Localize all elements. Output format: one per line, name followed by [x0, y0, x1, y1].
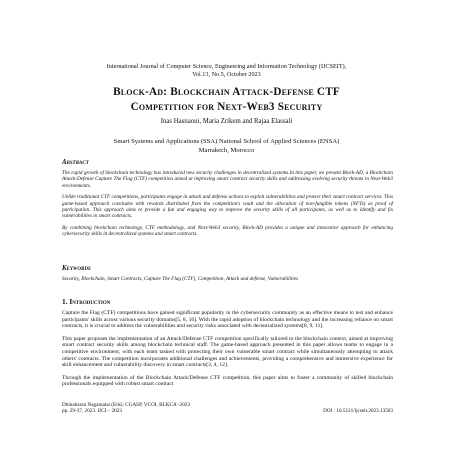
title-line-2: Competition for Next-Web3 Security — [130, 101, 323, 113]
keywords-heading: Keywords — [62, 265, 91, 272]
footer-doi: DOI : 10.5121/ijcseit.2023.13503 — [323, 408, 393, 414]
abstract-paragraph-1: The rapid growth of blockchain technology has introduced new security challenges in decentralized systems.In this paper, we present Block-AD, a Blockchain Attack-Defense Capture The Flag (CTF) competition aimed at improving smart contract security skills and addressing evolving security threats in Next-Web3 environments. — [62, 170, 393, 189]
introduction-section — [62, 297, 393, 388]
journal-header — [0, 63, 453, 79]
authors: Inas Hasnaoui, Maria Zrikem and Rajaa Elassali — [160, 118, 293, 125]
title-line-1: Block-Ad: Blockchain Attack-Defense CTF — [113, 86, 340, 98]
abstract-paragraph-2: Unlike traditional CTF competitions, participants engage in attack and defense actions to exploit vulnerabilities and protect their smart contract services. This game-based approach concludes with rewards distributed from the competition's vault and the allocation of non-fungible tokens (NFTs) as proof of participation. This approach aims to provide a fun and engaging way to improve the security skills of all participants, as well as to identify and fix vulnerabilities in smart contracts. — [62, 194, 393, 220]
introduction-paragraph-3: Through the implementation of the Blockchain Attack/Defense CTF competition, this paper aims to foster a community of skilled blockchain professionals equipped with robust smart contract — [62, 374, 393, 388]
introduction-paragraph-2: This paper proposes the implementation of an Attack/Defense CTF competition specifically tailored to the blockchain context, aimed at improving smart contract security skills among blockchain technical staff. The game-based approach presented in this paper allows teams to engage in a competitive environment, with each team tasked with protecting their own vulnerable smart contract while simultaneously attempting to attack others' contracts. The competition incorporates additional challenges and achievements, providing a comprehensive and immersive experience for skill enhancement and vulnerability discovery in smart contracts[3, 4, 12]. — [62, 335, 393, 369]
keywords-text: Security, Blockchain, Smart Contracts, Capture The Flag (CTF), Competition, Attack and defense, Vulnerabilities — [62, 276, 299, 282]
affiliation — [0, 137, 453, 155]
journal-name: International Journal of Computer Science, Engineering and Information Technology (IJCSEIT), — [106, 63, 347, 70]
affiliation-line-2: Marrakech, Morocco — [198, 147, 255, 154]
journal-volume: Vol.13, No.5, October 2023 — [192, 71, 261, 78]
keywords-section — [62, 264, 393, 282]
abstract-section — [62, 158, 393, 238]
page-footer — [62, 402, 393, 415]
paper-title — [0, 85, 453, 115]
footer-pages: pp. 29-37, 2023. IJCI – 2023 — [62, 408, 122, 415]
abstract-heading: Abstract — [62, 159, 89, 166]
affiliation-line-1: Smart Systems and Applications (SSA) National School of Applied Sciences (ENSA) — [113, 138, 340, 145]
abstract-paragraph-3: By combining blockchain technology, CTF methodology, and Next-Web3 security, Block-AD provides a unique and innovative approach for enhancing cybersecurity skills in decentralized systems and smart contracts. — [62, 224, 393, 238]
footer-editors: Dhinaharan Nagamalai (Eds): CGASP, VCOI, BLKCA -2023 — [62, 402, 190, 408]
introduction-heading: 1. Introduction — [62, 297, 111, 306]
introduction-paragraph-1: Capture the Flag (CTF) competitions have gained significant popularity in the cybersecurity community as an effective means to test and enhance participants' skills across various security domains[5, 8, 16]. With the rapid adoption of blockchain technology and the increasing reliance on smart contracts, it is crucial to address the vulnerabilities and security risks associated with decentralized systems[8, 9, 11]. — [62, 310, 393, 330]
